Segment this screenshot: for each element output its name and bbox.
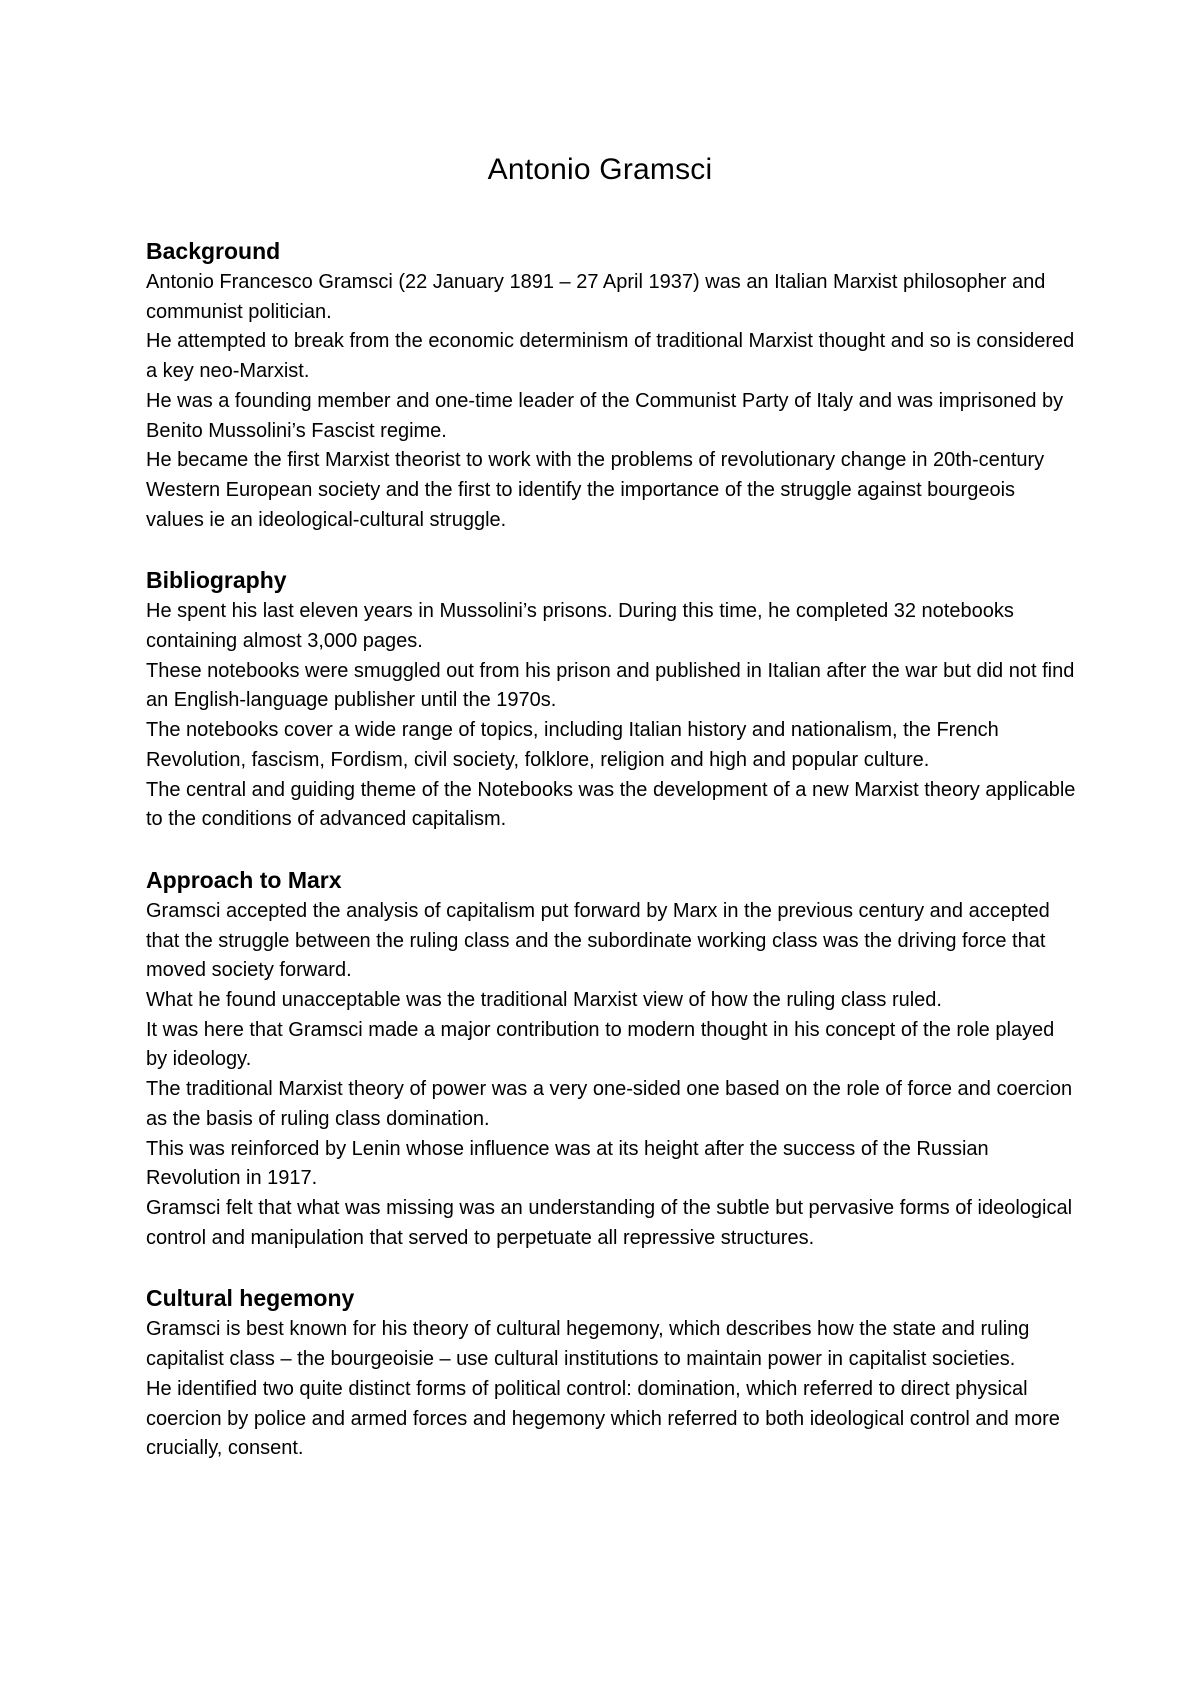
paragraph: He spent his last eleven years in Mussolini’s prisons. During this time, he completed 32 notebooks containing almost 3,000 pages. xyxy=(146,600,1014,653)
paragraph: He became the first Marxist theorist to work with the problems of revolutionary change in 20th-century Western European society and the first to identify the importance of the struggle against bourgeois values ie an ideological-cultural struggle. xyxy=(146,449,1045,531)
section-heading: Cultural hegemony xyxy=(146,1285,355,1312)
paragraph: What he found unacceptable was the traditional Marxist view of how the ruling class ruled. xyxy=(146,989,942,1012)
paragraph: He attempted to break from the economic determinism of traditional Marxist thought and so is considered a key neo-Marxist. xyxy=(146,330,1075,383)
paragraph: The notebooks cover a wide range of topics, including Italian history and nationalism, the French Revolution, fascism, Fordism, civil society, folklore, religion and high and popular culture. xyxy=(146,719,999,771)
section-bibliography xyxy=(146,565,1076,835)
paragraph: The central and guiding theme of the Notebooks was the development of a new Marxist theory applicable to the conditions of advanced capitalism. xyxy=(146,778,1076,831)
paragraph: It was here that Gramsci made a major contribution to modern thought in his concept of the role played by ideology. xyxy=(146,1018,1055,1071)
paragraph: He was a founding member and one-time leader of the Communist Party of Italy and was imprisoned by Benito Mussolini’s Fascist regime. xyxy=(146,389,1064,442)
section-heading: Approach to Marx xyxy=(146,866,342,893)
paragraph: He identified two quite distinct forms of political control: domination, which referred to direct physical coercion by police and armed forces and hegemony which referred to both ideological control and more crucially, consent. xyxy=(146,1377,1060,1460)
paragraph: This was reinforced by Lenin whose influence was at its height after the success of the Russian Revolution in 1917. xyxy=(146,1137,989,1190)
paragraph: The traditional Marxist theory of power was a very one-sided one based on the role of force and coercion as the basis of ruling class domination. xyxy=(146,1078,1073,1130)
section-heading: Background xyxy=(146,238,281,264)
section-background xyxy=(146,236,1076,535)
section-heading: Bibliography xyxy=(146,567,287,594)
paragraph: Gramsci is best known for his theory of cultural hegemony, which describes how the state and ruling capitalist class – the bourgeoisie – use cultural institutions to maintain power in capitalist societies. xyxy=(146,1318,1030,1371)
paragraph: Gramsci felt that what was missing was an understanding of the subtle but pervasive forms of ideological control and manipulation that served to perpetuate all repressive structures. xyxy=(146,1196,1073,1249)
section-cultural-hegemony xyxy=(146,1283,1076,1464)
document-title: Antonio Gramsci xyxy=(487,153,713,186)
paragraph: Antonio Francesco Gramsci (22 January 1891 – 27 April 1937) was an Italian Marxist philosopher and communist politician. xyxy=(146,271,1046,323)
paragraph: Gramsci accepted the analysis of capitalism put forward by Marx in the previous century and accepted that the struggle between the ruling class and the subordinate working class was the driving force that moved society forward. xyxy=(146,899,1050,982)
document-body xyxy=(146,236,1076,1494)
paragraph: These notebooks were smuggled out from his prison and published in Italian after the war but did not find an English-language publisher until the 1970s. xyxy=(146,659,1075,712)
section-approach-to-marx xyxy=(146,865,1076,1253)
